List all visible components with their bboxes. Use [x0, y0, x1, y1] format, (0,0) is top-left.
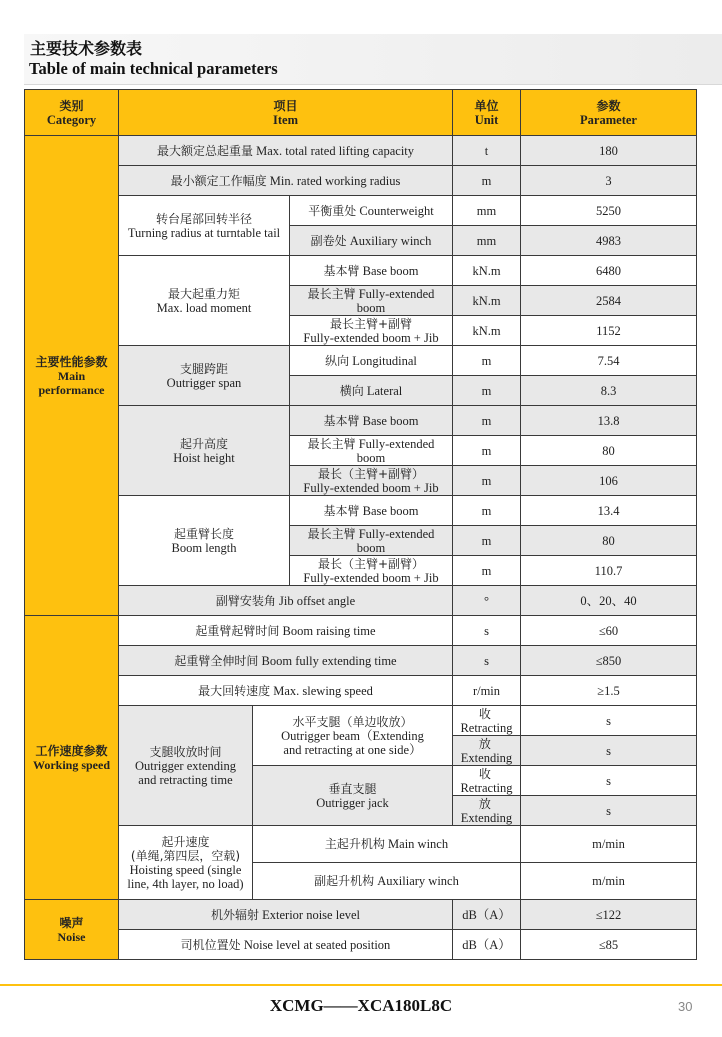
item-cell: 最长主臂 Fully-extended boom: [290, 526, 453, 556]
table-row: [25, 646, 697, 676]
unit-cell: mm: [453, 226, 521, 256]
unit-cell: dB（A）: [453, 930, 521, 960]
category-noise: 噪声 Noise: [25, 900, 119, 960]
value-cell: 80: [521, 436, 697, 466]
item-cell: 最长（主臂+副臂） Fully-extended boom + Jib: [290, 466, 453, 496]
unit-cell: s: [521, 766, 697, 796]
value-cell: ≥1.5: [521, 676, 697, 706]
item-cell: 纵向 Longitudinal: [290, 346, 453, 376]
value-cell: 13.4: [521, 496, 697, 526]
table-row: [25, 406, 697, 436]
unit-cell: m: [453, 166, 521, 196]
value-cell: ≤122: [521, 900, 697, 930]
value-cell: 180: [521, 136, 697, 166]
item-subgroup-cell: 水平支腿（单边收放） Outrigger beam（Extending and retracting at one side）: [253, 706, 453, 766]
spec-table: [24, 89, 697, 960]
table-row: [25, 496, 697, 526]
unit-cell: s: [521, 706, 697, 736]
item-cell: 最长主臂+副臂 Fully-extended boom + Jib: [290, 316, 453, 346]
table-row: [25, 900, 697, 930]
value-cell: ≤850: [521, 646, 697, 676]
footer-model-title: XCMG——XCA180L8C: [269, 996, 453, 1015]
item-cell: 横向 Lateral: [290, 376, 453, 406]
value-cell: 6480: [521, 256, 697, 286]
item-cell: 起重臂起臂时间 Boom raising time: [119, 616, 453, 646]
value-cell: 3: [521, 166, 697, 196]
table-row: [25, 706, 697, 736]
page-number: 30: [678, 999, 693, 1014]
unit-cell: s: [453, 616, 521, 646]
table-row: [25, 826, 697, 863]
item-cell: 放 Extending: [453, 736, 521, 766]
value-cell: 7.54: [521, 346, 697, 376]
value-cell: 1152: [521, 316, 697, 346]
item-cell: 最长（主臂+副臂） Fully-extended boom + Jib: [290, 556, 453, 586]
table-row: [25, 586, 697, 616]
item-cell: 副起升机构 Auxiliary winch: [253, 863, 521, 900]
table-row: [25, 196, 697, 226]
unit-cell: m: [453, 496, 521, 526]
item-cell: 收 Retracting: [453, 706, 521, 736]
item-cell: 最小额定工作幅度 Min. rated working radius: [119, 166, 453, 196]
unit-cell: r/min: [453, 676, 521, 706]
unit-cell: t: [453, 136, 521, 166]
unit-cell: s: [521, 796, 697, 826]
value-cell: 80: [521, 526, 697, 556]
unit-cell: dB（A）: [453, 900, 521, 930]
value-cell: 0、20、40: [521, 586, 697, 616]
item-cell: 最大额定总起重量 Max. total rated lifting capacity: [119, 136, 453, 166]
item-group-cell: 起重臂长度 Boom length: [119, 496, 290, 586]
value-cell: 106: [521, 466, 697, 496]
value-cell: ≤60: [521, 616, 697, 646]
header-item: 项目 Item: [119, 90, 453, 136]
value-cell: 2584: [521, 286, 697, 316]
header-parameter: 参数 Parameter: [521, 90, 697, 136]
unit-cell: kN.m: [453, 286, 521, 316]
header-category: 类别 Category: [25, 90, 119, 136]
table-row: [25, 676, 697, 706]
value-cell: 8.3: [521, 376, 697, 406]
value-cell: 13.8: [521, 406, 697, 436]
unit-cell: m: [453, 526, 521, 556]
table-row: [25, 346, 697, 376]
item-group-cell: 起升高度 Hoist height: [119, 406, 290, 496]
item-cell: 最长主臂 Fully-extended boom: [290, 286, 453, 316]
table-row: [25, 166, 697, 196]
unit-cell: m/min: [521, 863, 697, 900]
page-header: [24, 34, 722, 85]
item-group-cell: 支腿收放时间 Outrigger extending and retracting time: [119, 706, 253, 826]
unit-cell: m: [453, 466, 521, 496]
item-cell: 基本臂 Base boom: [290, 256, 453, 286]
table-row: [25, 930, 697, 960]
value-cell: ≤85: [521, 930, 697, 960]
item-cell: 收 Retracting: [453, 766, 521, 796]
item-cell: 司机位置处 Noise level at seated position: [119, 930, 453, 960]
table-header-row: [25, 90, 697, 136]
category-main-performance: 主要性能参数 Main performance: [25, 136, 119, 616]
item-cell: 最长主臂 Fully-extended boom: [290, 436, 453, 466]
unit-cell: m: [453, 406, 521, 436]
footer-divider: [0, 984, 722, 986]
value-cell: 5250: [521, 196, 697, 226]
unit-cell: m: [453, 436, 521, 466]
item-group-cell: 支腿跨距 Outrigger span: [119, 346, 290, 406]
unit-cell: kN.m: [453, 316, 521, 346]
table-row: [25, 616, 697, 646]
item-cell: 放 Extending: [453, 796, 521, 826]
unit-cell: m/min: [521, 826, 697, 863]
item-cell: 副臂安装角 Jib offset angle: [119, 586, 453, 616]
value-cell: 110.7: [521, 556, 697, 586]
unit-cell: s: [521, 736, 697, 766]
item-cell: 机外辐射 Exterior noise level: [119, 900, 453, 930]
item-cell: 起重臂全伸时间 Boom fully extending time: [119, 646, 453, 676]
item-group-cell: 转台尾部回转半径 Turning radius at turntable tail: [119, 196, 290, 256]
unit-cell: °: [453, 586, 521, 616]
page-title-en: Table of main technical parameters: [29, 59, 278, 78]
item-group-cell: 起升速度 (单绳,第四层，空载) Hoisting speed (single line, 4th layer, no load): [119, 826, 253, 900]
table-row: [25, 256, 697, 286]
table-row: [25, 136, 697, 166]
unit-cell: kN.m: [453, 256, 521, 286]
unit-cell: s: [453, 646, 521, 676]
unit-cell: m: [453, 556, 521, 586]
item-cell: 最大回转速度 Max. slewing speed: [119, 676, 453, 706]
unit-cell: m: [453, 346, 521, 376]
header-unit: 单位 Unit: [453, 90, 521, 136]
item-subgroup-cell: 垂直支腿 Outrigger jack: [253, 766, 453, 826]
item-group-cell: 最大起重力矩 Max. load moment: [119, 256, 290, 346]
item-cell: 副卷处 Auxiliary winch: [290, 226, 453, 256]
item-cell: 平衡重处 Counterweight: [290, 196, 453, 226]
unit-cell: mm: [453, 196, 521, 226]
value-cell: 4983: [521, 226, 697, 256]
item-cell: 基本臂 Base boom: [290, 496, 453, 526]
unit-cell: m: [453, 376, 521, 406]
category-working-speed: 工作速度参数 Working speed: [25, 616, 119, 900]
page-title-cn: 主要技术参数表: [30, 39, 143, 58]
item-cell: 主起升机构 Main winch: [253, 826, 521, 863]
item-cell: 基本臂 Base boom: [290, 406, 453, 436]
